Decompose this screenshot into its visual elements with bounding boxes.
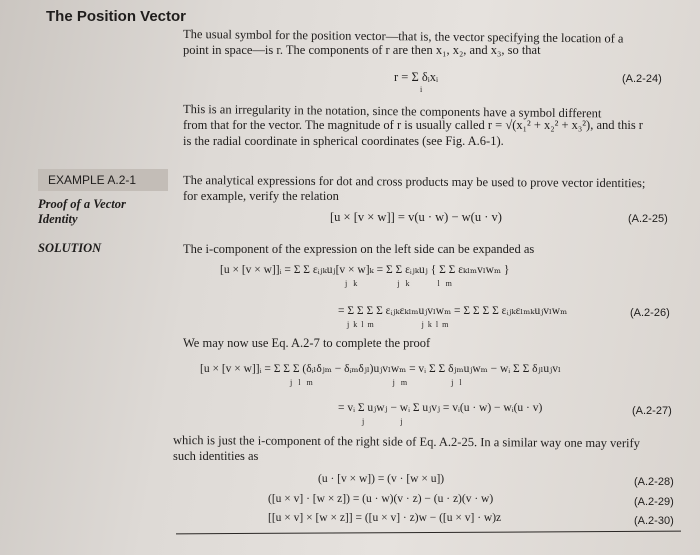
- identity-a2-28-number: (A.2-28): [634, 476, 674, 488]
- example-label: EXAMPLE A.2-1: [38, 169, 168, 191]
- eq-a2-24-sub: i: [420, 85, 423, 94]
- solution-text: The i-component of the expression on the left side can be expanded as: [183, 242, 535, 256]
- eq-a2-27-line-1-subs: j l m j m j l: [290, 378, 462, 387]
- example-text-line-1: The analytical expressions for dot and cross products may be used to prove vector identities;: [182, 173, 646, 191]
- identity-a2-28: (u · [v × w]) = (v · [w × u]): [318, 473, 445, 485]
- example-text-line-2: for example, verify the relation: [183, 189, 339, 203]
- closing-line-1: which is just the i-component of the right side of Eq. A.2-25. In a similar way one may verify: [172, 433, 640, 451]
- eq-a2-27-line-2-subs: j j: [362, 417, 403, 426]
- identity-a2-30-number: (A.2-30): [634, 515, 674, 527]
- eq-a2-26-number: (A.2-26): [630, 307, 670, 319]
- eq-a2-27-line-2: = vᵢ Σ uⱼwⱼ − wᵢ Σ uⱼvⱼ = vᵢ(u · w) − wᵢ(u · v): [338, 402, 543, 414]
- identity-a2-30: [[u × v] × [w × z]] = ([u × v] · z)w − ([u × v] · w)z: [268, 512, 502, 524]
- intro-line-2: point in space—is r. The components of r are then x₁, x₂, and x₃, so that: [183, 43, 541, 57]
- eq-a2-27-number: (A.2-27): [632, 405, 672, 417]
- proof-text: We may now use Eq. A.2-7 to complete the proof: [183, 336, 431, 350]
- irregularity-line-3: is the radial coordinate in spherical coordinates (see Fig. A.6-1).: [183, 134, 504, 148]
- eq-a2-26-line-2: = Σ Σ Σ Σ εᵢⱼₖεₖₗₘuⱼvₗwₘ = Σ Σ Σ Σ εᵢⱼₖεₗₘₖuⱼvₗwₘ: [338, 305, 568, 317]
- eq-a2-24: r = Σ δᵢxᵢ: [394, 70, 439, 84]
- eq-a2-26-line-1: [u × [v × w]]ᵢ = Σ Σ εᵢⱼₖuⱼ[v × w]ₖ = Σ Σ εᵢⱼₖuⱼ { Σ Σ εₖₗₘvₗwₘ }: [220, 264, 510, 276]
- closing-line-2: such identities as: [173, 449, 259, 463]
- example-subtitle-line-2: Identity: [38, 212, 78, 226]
- identity-a2-29: ([u × v] · [w × z]) = (u · w)(v · z) − (u · z)(v · w): [268, 493, 494, 505]
- section-title: The Position Vector: [46, 8, 187, 25]
- eq-a2-27-line-1: [u × [v × w]]ᵢ = Σ Σ Σ (δᵢₗδⱼₘ − δᵢₘδⱼₗ)uⱼvₗwₘ = vᵢ Σ Σ δⱼₘuⱼwₘ − wᵢ Σ Σ δⱼₗuⱼvₗ: [200, 363, 561, 375]
- eq-a2-26-line-1-subs: j k j k l m: [345, 279, 452, 288]
- bottom-rule: [176, 531, 681, 535]
- eq-a2-25: [u × [v × w]] = v(u · w) − w(u · v): [330, 210, 502, 224]
- eq-a2-24-number: (A.2-24): [622, 73, 662, 85]
- identity-a2-29-number: (A.2-29): [634, 496, 674, 508]
- example-subtitle-line-1: Proof of a Vector: [38, 197, 126, 211]
- eq-a2-25-number: (A.2-25): [628, 213, 668, 225]
- intro-line-1: The usual symbol for the position vector—that is, the vector specifying the location of a: [182, 27, 624, 46]
- irregularity-line-2: from that for the vector. The magnitude of r is usually called r = √(x₁² + x₂² + x₃²), and this r: [183, 118, 643, 132]
- eq-a2-26-line-2-subs: j k l m j k l m: [347, 320, 449, 329]
- solution-label: SOLUTION: [38, 241, 102, 255]
- irregularity-line-1: This is an irregularity in the notation, since the components have a symbol different: [182, 102, 602, 121]
